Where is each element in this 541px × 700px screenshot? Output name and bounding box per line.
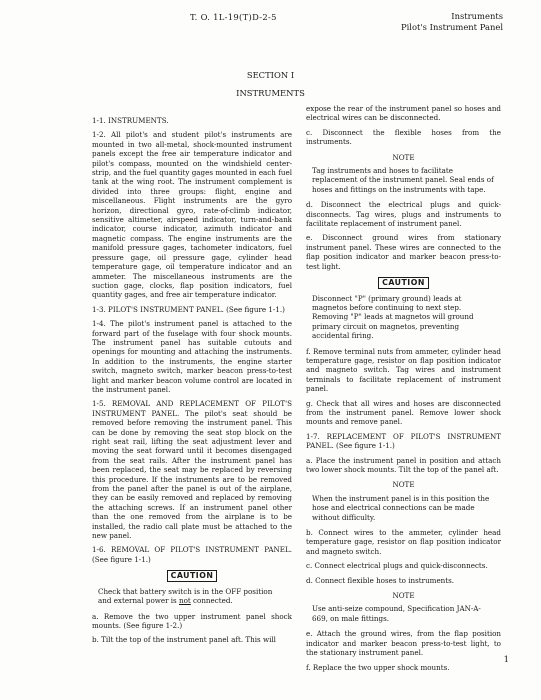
caution-text-part: connected. <box>190 596 233 606</box>
caution-box-right <box>306 277 501 288</box>
paragraph-1-4: 1-4. The pilot's instrument panel is attached to the forward part of the fuselage with four shock mounts. The instrument panel has suitable cutouts and openings for mounting and attaching the instruments. In addition to the instruments, the engine starter switch, magneto switch, marker beacon press-to-test light and marker beacon volume control are located in the instrument panel. <box>92 319 292 394</box>
step-d-replacement: d. Connect flexible hoses to instruments. <box>306 575 455 585</box>
caution-text-part: Check that battery switch is in the OFF position and external power is <box>98 586 273 606</box>
step-b-replacement: b. Connect wires to the ammeter, cylinder head temperature gage, resistor on flap position indicator and magneto switch. <box>306 528 501 556</box>
step-e-replacement: e. Attach the ground wires, from the flap position indicator and marker beacon press-to-test light, to the stationary instrument panel. <box>306 629 501 658</box>
step-f-replacement: f. Replace the two upper shock mounts. <box>306 662 450 672</box>
header-title-line1: Instruments <box>451 11 503 21</box>
step-b-removal: b. Tilt the top of the instrument panel aft. This will <box>92 635 276 645</box>
page-header-title <box>401 11 503 33</box>
step-a-removal: a. Remove the two upper instrument panel shock mounts. (See figure 1-2.) <box>92 611 292 630</box>
step-c-removal: c. Disconnect the flexible hoses from the instruments. <box>306 127 501 147</box>
section-number: SECTION I <box>246 70 295 80</box>
step-e-removal: e. Disconnect ground wires from stationary instrument panel. These wires are connected to the flap position indicator and marker beacon press-to-test light. <box>306 233 501 271</box>
caution-emphasis: not <box>178 596 191 606</box>
paragraph-1-6: 1-6. REMOVAL OF PILOT'S INSTRUMENT PANEL. (See figure 1-1.) <box>92 545 292 564</box>
document-number: T. O. 1L-19(T)D-2-5 <box>190 12 277 22</box>
step-a-replacement: a. Place the instrument panel in position and attach two lower shock mounts. Tilt the top of the panel aft. <box>306 455 501 474</box>
right-column <box>306 104 501 677</box>
step-f-removal: f. Remove terminal nuts from ammeter, cylinder head temperature gage, resistor on flap position indicator and magneto switch. Tag wires and instrument terminals to facilitate replacement of instrument panel. <box>306 346 501 394</box>
caution-text-left <box>98 587 286 606</box>
header-title-line2: Pilot's Instrument Panel <box>400 22 503 32</box>
paragraph-1-3: 1-3. PILOT'S INSTRUMENT PANEL. (See figure 1-1.) <box>92 304 285 314</box>
step-g-removal: g. Check that all wires and hoses are disconnected from the instrument panel. Remove lower shock mounts and remove panel. <box>306 398 501 427</box>
note-label: NOTE <box>392 152 415 162</box>
section-title: INSTRUMENTS <box>236 88 305 98</box>
caution-label: CAUTION <box>167 570 218 581</box>
note-text: Tag instruments and hoses to facilitate replacement of the instrument panel. Seal ends of hoses and fittings on the instruments with tape. <box>312 166 494 194</box>
paragraph-1-7: 1-7. REPLACEMENT OF PILOT'S INSTRUMENT PANEL. (See figure 1-1.) <box>306 431 501 451</box>
step-b-continuation: expose the rear of the instrument panel so hoses and electrical wires can be disconnected. <box>306 104 501 123</box>
step-d-removal: d. Disconnect the electrical plugs and quick-disconnects. Tag wires, plugs and instruments to facilitate replacement of instrument panel. <box>306 200 501 229</box>
paragraph-1-2: 1-2. All pilot's and student pilot's instruments are mounted in two all-metal, shock-mounted instrument panels except the free air temperature indicator and pilot's compass, mounted on the windshield center-strip, and the fuel quantity gages mounted in each fuel tank at the wing root. The instrument complement is divided into three groups: flight, engine and miscellaneous. Flight instruments are the gyro horizon, directional gyro, rate-of-climb indicator, sensitive altimeter, airspeed indicator, turn-and-bank indicator, course indicator, azimuth indicator and magnetic compass. The engine instruments are the manifold pressure gages, tachometer indicators, fuel pressure gage, oil pressure gage, cylinder head temperature gage, oil temperature indicator and an ammeter. The miscellaneous instruments are the suction gage, clocks, flap position indicators, fuel quantity gages, and free air temperature indicator. <box>92 130 292 300</box>
note-text: When the instrument panel is in this position the hose and electrical connections can be made without difficulty. <box>312 493 490 522</box>
page-number: 1 <box>503 655 509 665</box>
note-text: Use anti-seize compound, Specification JAN-A-669, on male fittings. <box>312 604 481 623</box>
caution-text-right: Disconnect "P" (primary ground) leads at magnetos before continuing to next step. Removing "P" leads at magnetos will ground primary circuit on magnetos, preventing accidental firing. <box>312 293 474 341</box>
paragraph-1-1: 1-1. INSTRUMENTS. <box>92 116 169 125</box>
note-label: NOTE <box>392 480 415 490</box>
left-column <box>92 116 292 650</box>
note-label: NOTE <box>392 591 415 601</box>
caution-box-left <box>92 570 292 581</box>
paragraph-1-5: 1-5. REMOVAL AND REPLACEMENT OF PILOT'S INSTRUMENT PANEL. The pilot's seat should be removed before removing the instrument panel. This can be done by removing the seat stop block on the right seat rail, lifting the seat adjustment lever and moving the seat forward until it becomes disengaged from the seat rails. After the instrument panel has been replaced, the seat may be replaced by reversing this procedure. If the instruments are to be removed from the panel after the panel is out of the airplane, they can be easily removed and replaced by removing the attaching screws. If an instrument panel other than the one removed from the airplane is to be installed, the radio call plate must be attached to the new panel. <box>92 399 292 541</box>
caution-label: CAUTION <box>378 277 429 288</box>
step-c-replacement: c. Connect electrical plugs and quick-disconnects. <box>306 561 488 571</box>
